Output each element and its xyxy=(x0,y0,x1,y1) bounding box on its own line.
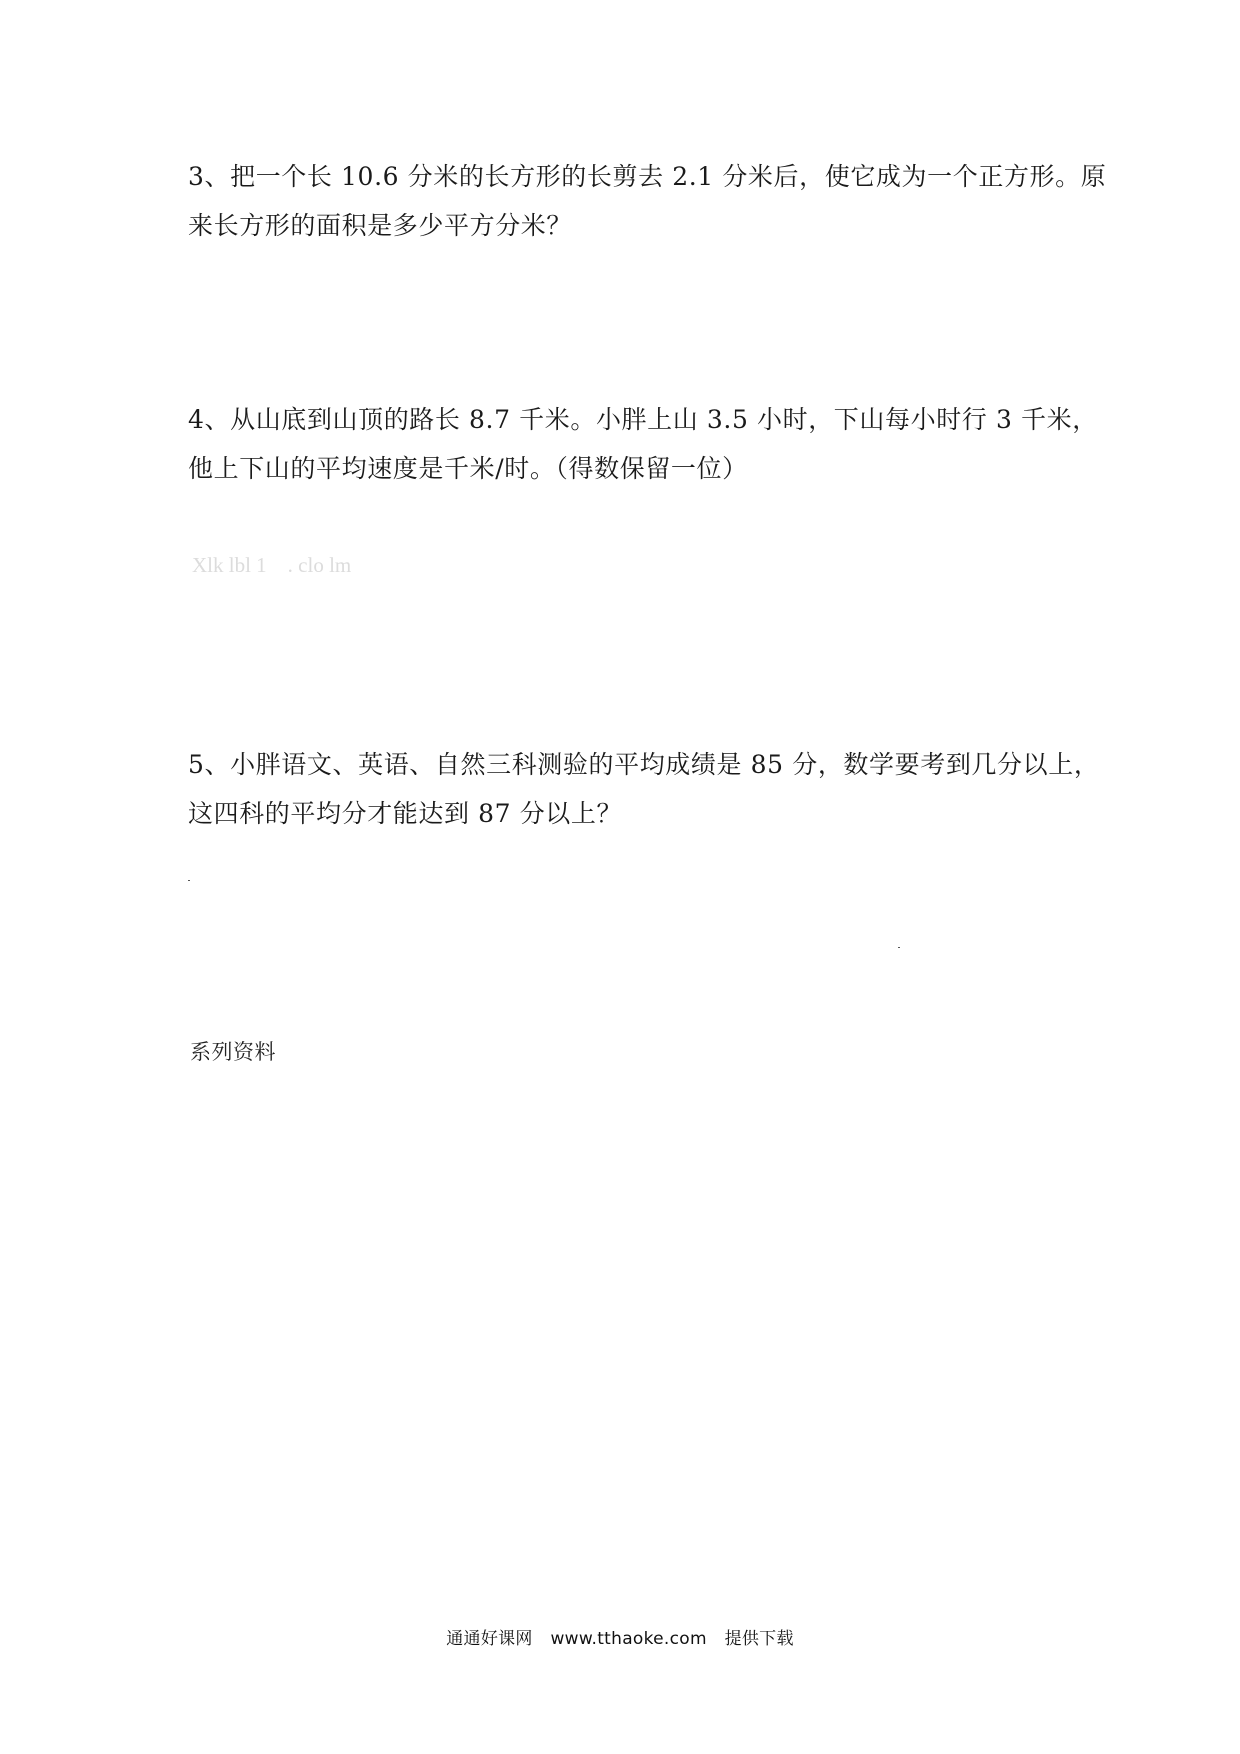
question-5-line-2: 这四科的平均分才能达到 87 分以上？ xyxy=(188,799,623,828)
question-5-line-1: 5、小胖语文、英语、自然三科测验的平均成绩是 85 分，数学要考到几分以上， xyxy=(188,750,1100,779)
footer-suffix: 提供下载 xyxy=(724,1629,794,1649)
question-4-line-2: 他上下山的平均速度是千米/时。（得数保留一位） xyxy=(188,454,748,483)
question-3-line-1: 3、把一个长 10.6 分米的长方形的长剪去 2.1 分米后，使它成为一个正方形。原 xyxy=(188,162,1107,191)
footer-site-name: 通通好课网 xyxy=(446,1629,533,1649)
question-3-line-2: 来长方形的面积是多少平方分米？ xyxy=(188,211,573,240)
scan-speck xyxy=(898,947,900,948)
faint-watermark-text: Xlk lbl 1 . clo lm xyxy=(192,553,352,577)
question-4 xyxy=(188,395,1098,493)
footer-url: www.tthaoke.com xyxy=(550,1629,707,1649)
section-label: 系列资料 xyxy=(190,1040,276,1064)
question-3 xyxy=(188,152,1107,250)
scan-speck xyxy=(188,880,190,881)
question-4-line-1: 4、从山底到山顶的路长 8.7 千米。小胖上山 3.5 小时，下山每小时行 3 千米， xyxy=(188,405,1098,434)
page-footer xyxy=(0,1624,1240,1649)
question-5 xyxy=(188,740,1100,838)
